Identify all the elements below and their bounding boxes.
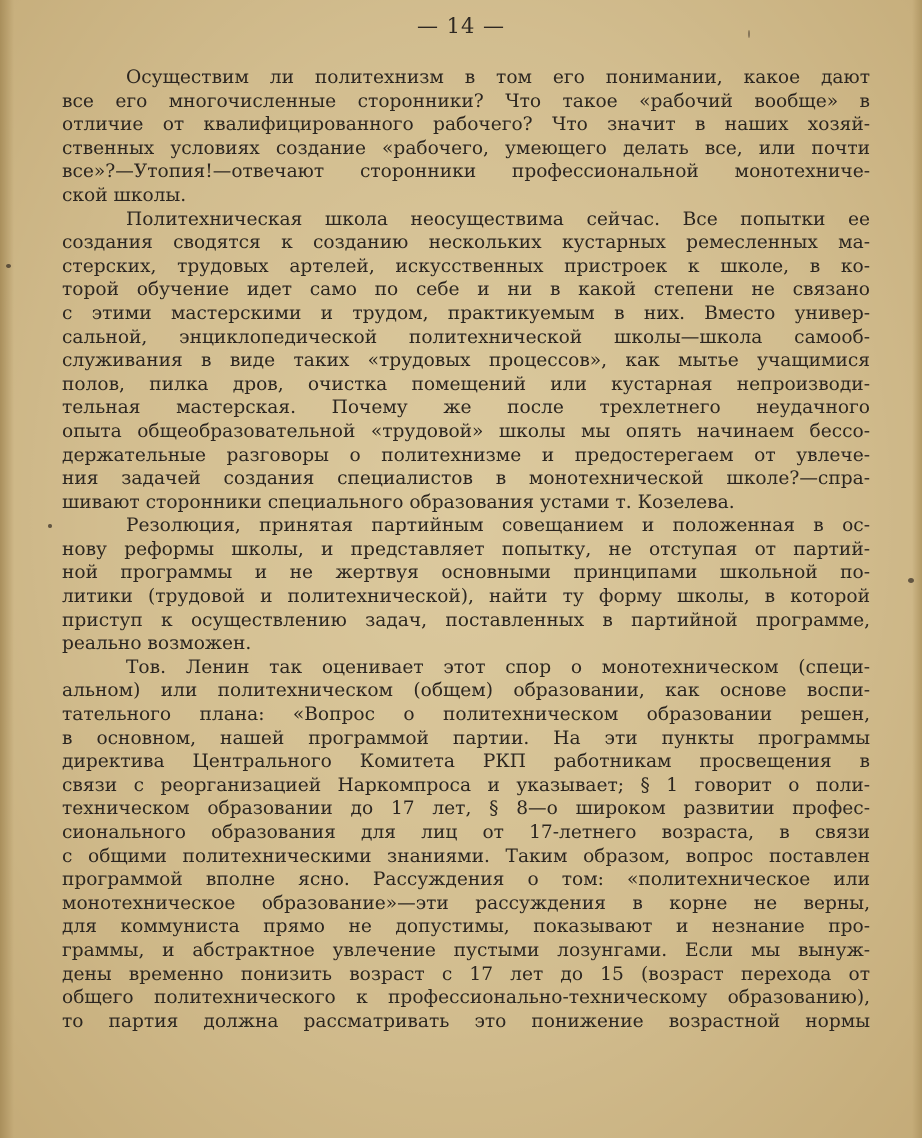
paragraph-3: [62, 514, 870, 656]
text-line: шивают сторонники специального образования устами т. Козелева.: [62, 491, 735, 513]
text-line: граммы, и абстрактное увлечение пустыми лозунгами. Если мы вынуж-: [62, 939, 870, 961]
text-line: монотехническое образование»—эти рассуждения в корне не верны,: [62, 892, 870, 914]
paragraph-2: [62, 208, 870, 515]
text-line: директива Центрального Комитета РКП работникам просвещения в: [62, 751, 870, 773]
page-edge-shadow-left: [0, 0, 14, 1138]
text-line: связи с реорганизацией Наркомпроса и указывает; § 1 говорит о поли-: [62, 774, 870, 796]
text-line: то партия должна рассматривать это понижение возрастной нормы: [62, 1010, 870, 1032]
ink-speck: [48, 524, 52, 528]
text-line: в основном, нашей программой партии. На эти пункты программы: [62, 727, 870, 749]
text-line: отличие от квалифицированного рабочего? Что значит в наших хозяй-: [62, 114, 870, 136]
ink-speck: [748, 30, 750, 38]
paragraph-1: [62, 66, 870, 208]
text-line: техническом образовании до 17 лет, § 8—о широком развитии профес-: [62, 798, 870, 820]
text-line: для коммуниста прямо не допустимы, показывают и незнание про-: [62, 916, 870, 938]
text-line: Резолюция, принятая партийным совещанием и положенная в ос-: [126, 515, 870, 537]
text-line: с общими политехническими знаниями. Таким образом, вопрос поставлен: [62, 845, 870, 867]
body-text: [62, 66, 870, 1033]
ink-speck: [6, 264, 11, 268]
text-line: держательные разговоры о политехнизме и предостерегаем от увлече-: [62, 444, 870, 466]
text-line: общего политехнического к профессионально-техническому образованию),: [62, 987, 870, 1009]
page-number: — 14 —: [416, 14, 506, 38]
text-line: торой обучение идет само по себе и ни в какой степени не связано: [62, 279, 870, 301]
text-line: создания сводятся к созданию нескольких кустарных ремесленных ма-: [62, 232, 870, 254]
text-line: служивания в виде таких «трудовых процессов», как мытье учащимися: [62, 350, 870, 372]
text-line: реально возможен.: [62, 633, 252, 655]
page-edge-shadow-right: [912, 0, 922, 1138]
text-line: тельная мастерская. Почему же после трехлетнего неудачного: [62, 397, 870, 419]
text-line: Тов. Ленин так оценивает этот спор о монотехническом (специ-: [126, 656, 870, 678]
ink-speck: [908, 578, 914, 583]
text-line: альном) или политехническом (общем) образовании, как основе воспи-: [62, 680, 870, 702]
text-line: сионального образования для лиц от 17-летнего возраста, в связи: [62, 822, 870, 843]
text-line: Политехническая школа неосуществима сейчас. Все попытки ее: [126, 208, 870, 230]
text-line: ния задачей создания специалистов в монотехнической школе?—спра-: [62, 468, 870, 490]
text-line: полов, пилка дров, очистка помещений или кустарная непроизводи-: [62, 373, 870, 395]
text-line: стерских, трудовых артелей, искусственных пристроек к школе, в ко-: [62, 255, 870, 277]
text-line: ской школы.: [62, 184, 187, 206]
text-line: Осуществим ли политехнизм в том его понимании, какое дают: [126, 67, 870, 88]
text-line: ной программы и не жертвуя основными принципами школьной по-: [62, 562, 870, 584]
text-line: нову реформы школы, и представляет попытку, не отступая от партий-: [62, 538, 870, 560]
text-line: все его многочисленные сторонники? Что такое «рабочий вообще» в: [62, 90, 870, 112]
text-line: сальной, энциклопедической политехнической школы—школа самооб-: [62, 326, 870, 348]
paragraph-4: [62, 656, 870, 1034]
text-line: программой вполне ясно. Рассуждения о том: «политехническое или: [62, 869, 870, 891]
text-line: дены временно понизить возраст с 17 лет до 15 (возраст перехода от: [62, 963, 870, 985]
text-line: приступ к осуществлению задач, поставленных в партийной программе,: [62, 609, 870, 631]
text-line: ственных условиях создание «рабочего, умеющего делать все, или почти: [62, 137, 870, 159]
text-line: с этими мастерскими и трудом, практикуемым в них. Вместо универ-: [62, 302, 870, 324]
text-line: литики (трудовой и политехнической), найти ту форму школы, в которой: [62, 586, 870, 608]
text-line: все»?—Утопия!—отвечают сторонники профессиональной монотехниче-: [62, 161, 870, 183]
text-line: тательного плана: «Вопрос о политехническом образовании решен,: [62, 704, 870, 726]
text-line: опыта общеобразовательной «трудовой» школы мы опять начинаем бессо-: [62, 420, 870, 442]
